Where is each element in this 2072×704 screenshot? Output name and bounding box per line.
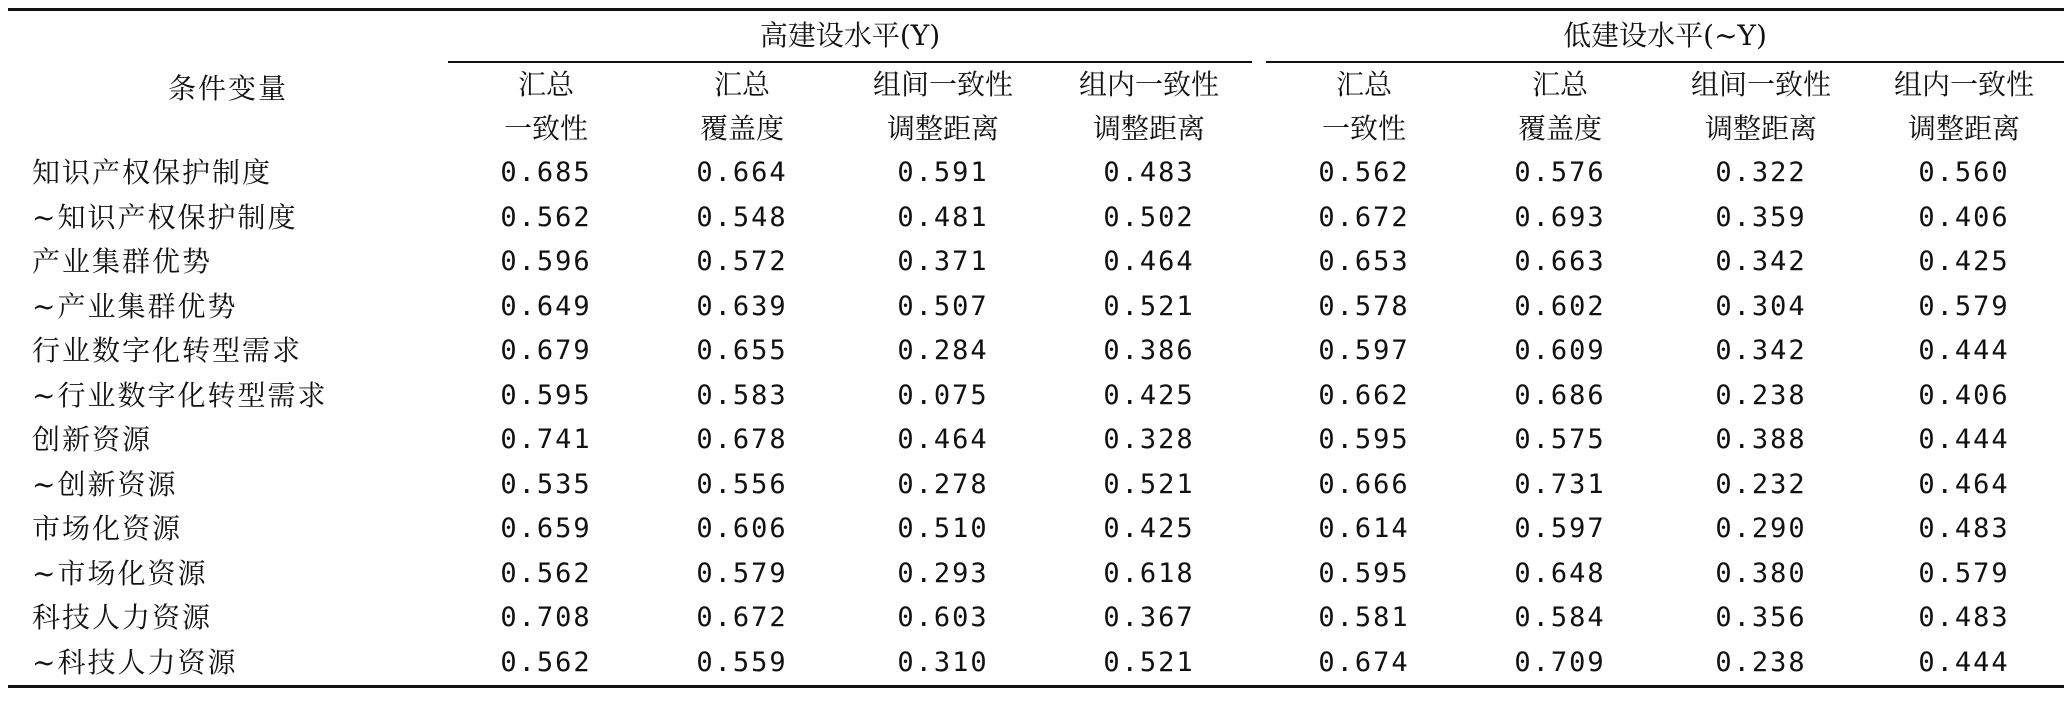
column-header-line2: 覆盖度 [1518, 112, 1603, 145]
table-cell: 0.666 [1318, 468, 1410, 500]
table-cell: 0.548 [696, 201, 788, 233]
table-row [8, 552, 2064, 597]
column-header-line2: 覆盖度 [699, 112, 784, 145]
table-row [8, 151, 2064, 196]
table-row [8, 329, 2064, 374]
table-cell: 0.578 [1318, 290, 1410, 322]
column-header-line1: 组间一致性 [872, 68, 1013, 101]
row-label: 创新资源 [32, 423, 153, 457]
table-cell: 0.521 [1103, 290, 1195, 322]
group-gap-cell [1252, 552, 1266, 597]
group-gap-cell [1252, 596, 1266, 641]
table-cell: 0.507 [897, 290, 989, 322]
table-cell: 0.425 [1103, 379, 1195, 411]
table-cell: 0.238 [1658, 641, 1864, 687]
results-table [8, 8, 2064, 688]
table-cell: 0.371 [897, 246, 989, 278]
table-cell: 0.464 [897, 424, 989, 456]
table-cell: 0.596 [500, 246, 592, 278]
table-cell: 0.708 [500, 602, 592, 634]
group-header-high: 高建设水平(Y) [448, 10, 1252, 63]
table-cell: 0.741 [500, 424, 592, 456]
table-cell: 0.662 [1318, 379, 1410, 411]
table-cell: 0.342 [1715, 246, 1807, 278]
column-header-line1: 汇总 [517, 68, 574, 101]
table-cell: 0.342 [1715, 335, 1807, 367]
table-cell: 0.602 [1514, 290, 1606, 322]
table-cell: 0.328 [1103, 424, 1195, 456]
table-cell: 0.310 [840, 641, 1046, 687]
table-cell: 0.655 [696, 335, 788, 367]
table-cell: 0.521 [1046, 641, 1252, 687]
column-header-line1: 组内一致性 [1079, 68, 1220, 101]
table-cell: 0.664 [696, 157, 788, 189]
table-cell: 0.556 [696, 468, 788, 500]
table-cell: 0.685 [500, 157, 592, 189]
table-row [8, 240, 2064, 285]
table-cell: 0.304 [1715, 290, 1807, 322]
table-cell: 0.648 [1514, 557, 1606, 589]
group-gap-cell [1252, 463, 1266, 508]
table-cell: 0.406 [1918, 201, 2010, 233]
table-cell: 0.444 [1918, 335, 2010, 367]
row-label: ~创新资源 [32, 467, 178, 501]
table-cell: 0.406 [1918, 379, 2010, 411]
table-cell: 0.576 [1514, 157, 1606, 189]
table-cell: 0.581 [1318, 602, 1410, 634]
table-cell: 0.560 [1918, 157, 2010, 189]
table-cell: 0.293 [897, 557, 989, 589]
row-label: ~知识产权保护制度 [32, 200, 298, 234]
group-gap-cell [1252, 196, 1266, 241]
table-cell: 0.572 [696, 246, 788, 278]
group-gap-cell [1252, 285, 1266, 330]
table-cell: 0.386 [1103, 335, 1195, 367]
table-cell: 0.693 [1514, 201, 1606, 233]
table-cell: 0.639 [696, 290, 788, 322]
column-header-line2: 调整距离 [1908, 112, 2021, 145]
table-cell: 0.672 [1318, 201, 1410, 233]
table-cell: 0.649 [500, 290, 592, 322]
table-cell: 0.562 [448, 641, 644, 687]
table-cell: 0.444 [1864, 641, 2064, 687]
table-cell: 0.595 [500, 379, 592, 411]
row-label: 科技人力资源 [32, 601, 213, 635]
table-cell: 0.614 [1318, 513, 1410, 545]
column-header-line2: 一致性 [503, 112, 588, 145]
table-cell: 0.597 [1514, 513, 1606, 545]
table-cell: 0.232 [1715, 468, 1807, 500]
table-cell: 0.575 [1514, 424, 1606, 456]
column-header-line1: 汇总 [1532, 68, 1589, 101]
table-cell: 0.606 [696, 513, 788, 545]
table-cell: 0.483 [1918, 513, 2010, 545]
column-header-line1: 组间一致性 [1691, 68, 1832, 101]
table-row [8, 463, 2064, 508]
table-cell: 0.603 [897, 602, 989, 634]
table-cell: 0.562 [500, 557, 592, 589]
table-row [8, 418, 2064, 463]
group-gap-cell [1252, 507, 1266, 552]
table-cell: 0.672 [696, 602, 788, 634]
column-header-line1: 汇总 [713, 68, 770, 101]
table-cell: 0.679 [500, 335, 592, 367]
table-cell: 0.359 [1715, 201, 1807, 233]
table-cell: 0.686 [1514, 379, 1606, 411]
table-cell: 0.653 [1318, 246, 1410, 278]
table-row [8, 641, 2064, 687]
table-cell: 0.562 [500, 201, 592, 233]
table-cell: 0.356 [1715, 602, 1807, 634]
table-cell: 0.559 [644, 641, 840, 687]
column-header-line2: 调整距离 [1705, 112, 1818, 145]
group-gap-cell [1252, 374, 1266, 419]
table-cell: 0.579 [1918, 290, 2010, 322]
column-header-line1: 汇总 [1336, 68, 1393, 101]
stub-header: 条件变量 [8, 10, 448, 152]
row-label: ~产业集群优势 [32, 289, 238, 323]
group-header-low: 低建设水平(~Y) [1266, 10, 2064, 63]
row-label: 市场化资源 [32, 512, 183, 546]
table-cell: 0.595 [1318, 424, 1410, 456]
table-cell: 0.425 [1918, 246, 2010, 278]
column-header-line2: 调整距离 [886, 112, 999, 145]
table-cell: 0.579 [1918, 557, 2010, 589]
table-cell: 0.284 [897, 335, 989, 367]
table-cell: 0.483 [1918, 602, 2010, 634]
table-cell: 0.278 [897, 468, 989, 500]
table-cell: 0.535 [500, 468, 592, 500]
row-label: 行业数字化转型需求 [32, 334, 303, 368]
table-cell: 0.388 [1715, 424, 1807, 456]
group-gap-cell [1252, 418, 1266, 463]
column-header-line2: 调整距离 [1093, 112, 1206, 145]
table-cell: 0.674 [1266, 641, 1462, 687]
table-cell: 0.562 [1318, 157, 1410, 189]
table-cell: 0.464 [1103, 246, 1195, 278]
table-cell: 0.380 [1715, 557, 1807, 589]
table-cell: 0.609 [1514, 335, 1606, 367]
table-cell: 0.584 [1514, 602, 1606, 634]
column-header-line1: 组内一致性 [1894, 68, 2035, 101]
table-cell: 0.659 [500, 513, 592, 545]
table-cell: 0.075 [897, 379, 989, 411]
table-cell: 0.579 [696, 557, 788, 589]
table-cell: 0.618 [1103, 557, 1195, 589]
column-header-line2: 一致性 [1322, 112, 1407, 145]
table-row [8, 596, 2064, 641]
table-cell: 0.678 [696, 424, 788, 456]
table-cell: 0.591 [897, 157, 989, 189]
table-cell: 0.510 [897, 513, 989, 545]
row-label: ~科技人力资源 [8, 641, 448, 687]
table-row [8, 285, 2064, 330]
table-cell: 0.464 [1918, 468, 2010, 500]
table-cell: 0.583 [696, 379, 788, 411]
table-cell: 0.238 [1715, 379, 1807, 411]
table-cell: 0.521 [1103, 468, 1195, 500]
table-cell: 0.481 [897, 201, 989, 233]
table-cell: 0.290 [1715, 513, 1807, 545]
row-label: 知识产权保护制度 [32, 156, 273, 190]
row-label: 产业集群优势 [32, 245, 213, 279]
group-gap-cell [1252, 151, 1266, 196]
group-gap-cell [1252, 329, 1266, 374]
table-row [8, 507, 2064, 552]
row-label: ~行业数字化转型需求 [32, 378, 328, 412]
table-row [8, 374, 2064, 419]
table-cell: 0.367 [1103, 602, 1195, 634]
group-gap [1252, 10, 1266, 152]
group-gap-cell [1252, 240, 1266, 285]
table-row [8, 196, 2064, 241]
group-gap-cell [1252, 641, 1266, 687]
table-cell: 0.709 [1462, 641, 1658, 687]
table-cell: 0.731 [1514, 468, 1606, 500]
table-cell: 0.663 [1514, 246, 1606, 278]
table-cell: 0.595 [1318, 557, 1410, 589]
row-label: ~市场化资源 [32, 556, 208, 590]
results-table-container [8, 8, 2064, 688]
table-cell: 0.502 [1103, 201, 1195, 233]
table-cell: 0.425 [1103, 513, 1195, 545]
table-cell: 0.444 [1918, 424, 2010, 456]
table-cell: 0.483 [1103, 157, 1195, 189]
table-cell: 0.597 [1318, 335, 1410, 367]
table-cell: 0.322 [1715, 157, 1807, 189]
